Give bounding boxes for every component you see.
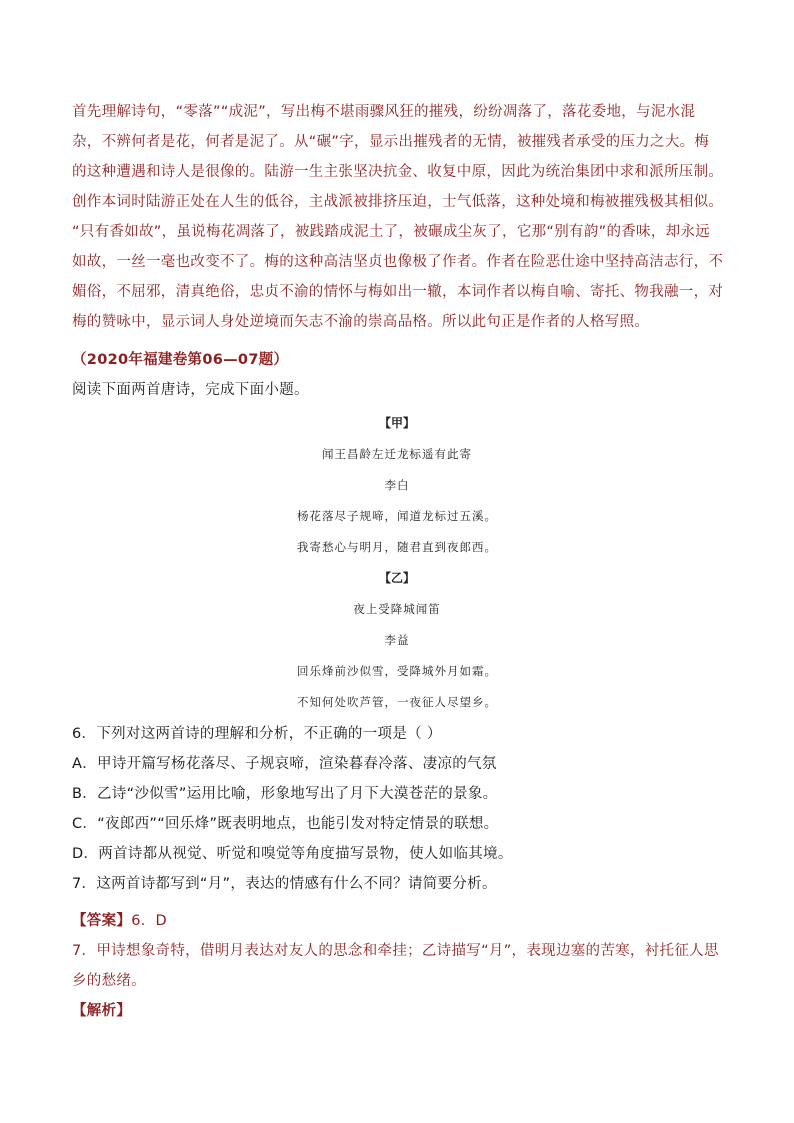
- answer-section: [72, 906, 724, 1026]
- analysis-section: [72, 97, 724, 337]
- poem-a-author: 李白: [384, 478, 410, 492]
- question-7-stem: 7．这两首诗都写到“月”，表达的情感有什么不同？请简要分析。: [72, 876, 497, 892]
- poem-b-label: 【乙】: [378, 571, 415, 585]
- answer-q6: 6．D: [131, 913, 167, 929]
- answer-line: [72, 906, 724, 936]
- poem-b: [0, 563, 794, 718]
- poem-a: [0, 408, 794, 563]
- poem-b-line-2: 不知何处吹芦管，一夜征人尽望乡。: [297, 695, 497, 709]
- answer-q7: 7．甲诗想象奇特，借明月表达对友人的思念和牵挂；乙诗描写“月”，表现边塞的苦寒，衬托征人思乡的愁绪。: [72, 943, 719, 989]
- poem-b-author: 李益: [384, 633, 410, 647]
- reading-instruction: 阅读下面两首唐诗，完成下面小题。: [72, 382, 309, 398]
- poem-b-title: 夜上受降城闻笛: [353, 602, 441, 616]
- question-6-stem: 6．下列对这两首诗的理解和分析，不正确的一项是（ ）: [72, 726, 442, 742]
- poem-a-line-2: 我寄愁心与明月，随君直到夜郎西。: [297, 540, 497, 554]
- question-6-option-c: C．“夜郎西”“回乐烽”既表明地点，也能引发对特定情景的联想。: [72, 816, 499, 832]
- analysis-paragraph-1: 首先理解诗句，“零落”“成泥”，写出梅不堪雨骤风狂的摧残，纷纷凋落了，落花委地，与泥水混杂，不辨何者是花，何者是泥了。从“碾”字，显示出摧残者的无情，被摧残者承受的压力之大。梅的这种遭遇和诗人是很像的。陆游一生主张坚决抗金、收复中原，因此为统治集团中求和派所压制。创作本词时陆游正处在人生的低谷，主战派被排挤压迫，士气低落，这种处境和梅被摧残极其相似。: [72, 104, 724, 210]
- question-6: [72, 719, 724, 899]
- question-6-option-b: B．乙诗“沙似雪”运用比喻，形象地写出了月下大漠苍茫的景象。: [72, 786, 498, 802]
- poem-b-line-1: 回乐烽前沙似雪，受降城外月如霜。: [297, 664, 497, 678]
- poem-a-line-1: 杨花落尽子规啼，闻道龙标过五溪。: [297, 509, 497, 523]
- analysis-paragraph-2: “只有香如故”，虽说梅花凋落了，被践踏成泥土了，被碾成尘灰了，它那“别有韵”的香味，却永远如故，一丝一毫也改变不了。梅的这种高洁坚贞也像极了作者。作者在险恶仕途中坚持高洁志行，不媚俗，不屈邪，清真绝俗，忠贞不渝的情怀与梅如出一辙，本词作者以梅自喻、寄托、物我融一，对梅的赞咏中，显示词人身处逆境而矢志不渝的崇高品格。所以此句正是作者的人格写照。: [72, 224, 724, 330]
- question-source-block: [72, 345, 724, 405]
- question-6-option-a: A．甲诗开篇写杨花落尽、子规哀啼，渲染暮春冷落、凄凉的气氛: [72, 756, 497, 772]
- answer-label: 【答案】: [72, 913, 132, 929]
- question-source: （2020年福建卷第06—07题）: [72, 352, 289, 368]
- poem-a-title: 闻王昌龄左迁龙标遥有此寄: [322, 447, 472, 461]
- poem-a-label: 【甲】: [378, 416, 415, 430]
- analysis-label: 【解析】: [72, 1003, 132, 1019]
- question-6-option-d: D．两首诗都从视觉、听觉和嗅觉等角度描写景物，使人如临其境。: [72, 846, 513, 862]
